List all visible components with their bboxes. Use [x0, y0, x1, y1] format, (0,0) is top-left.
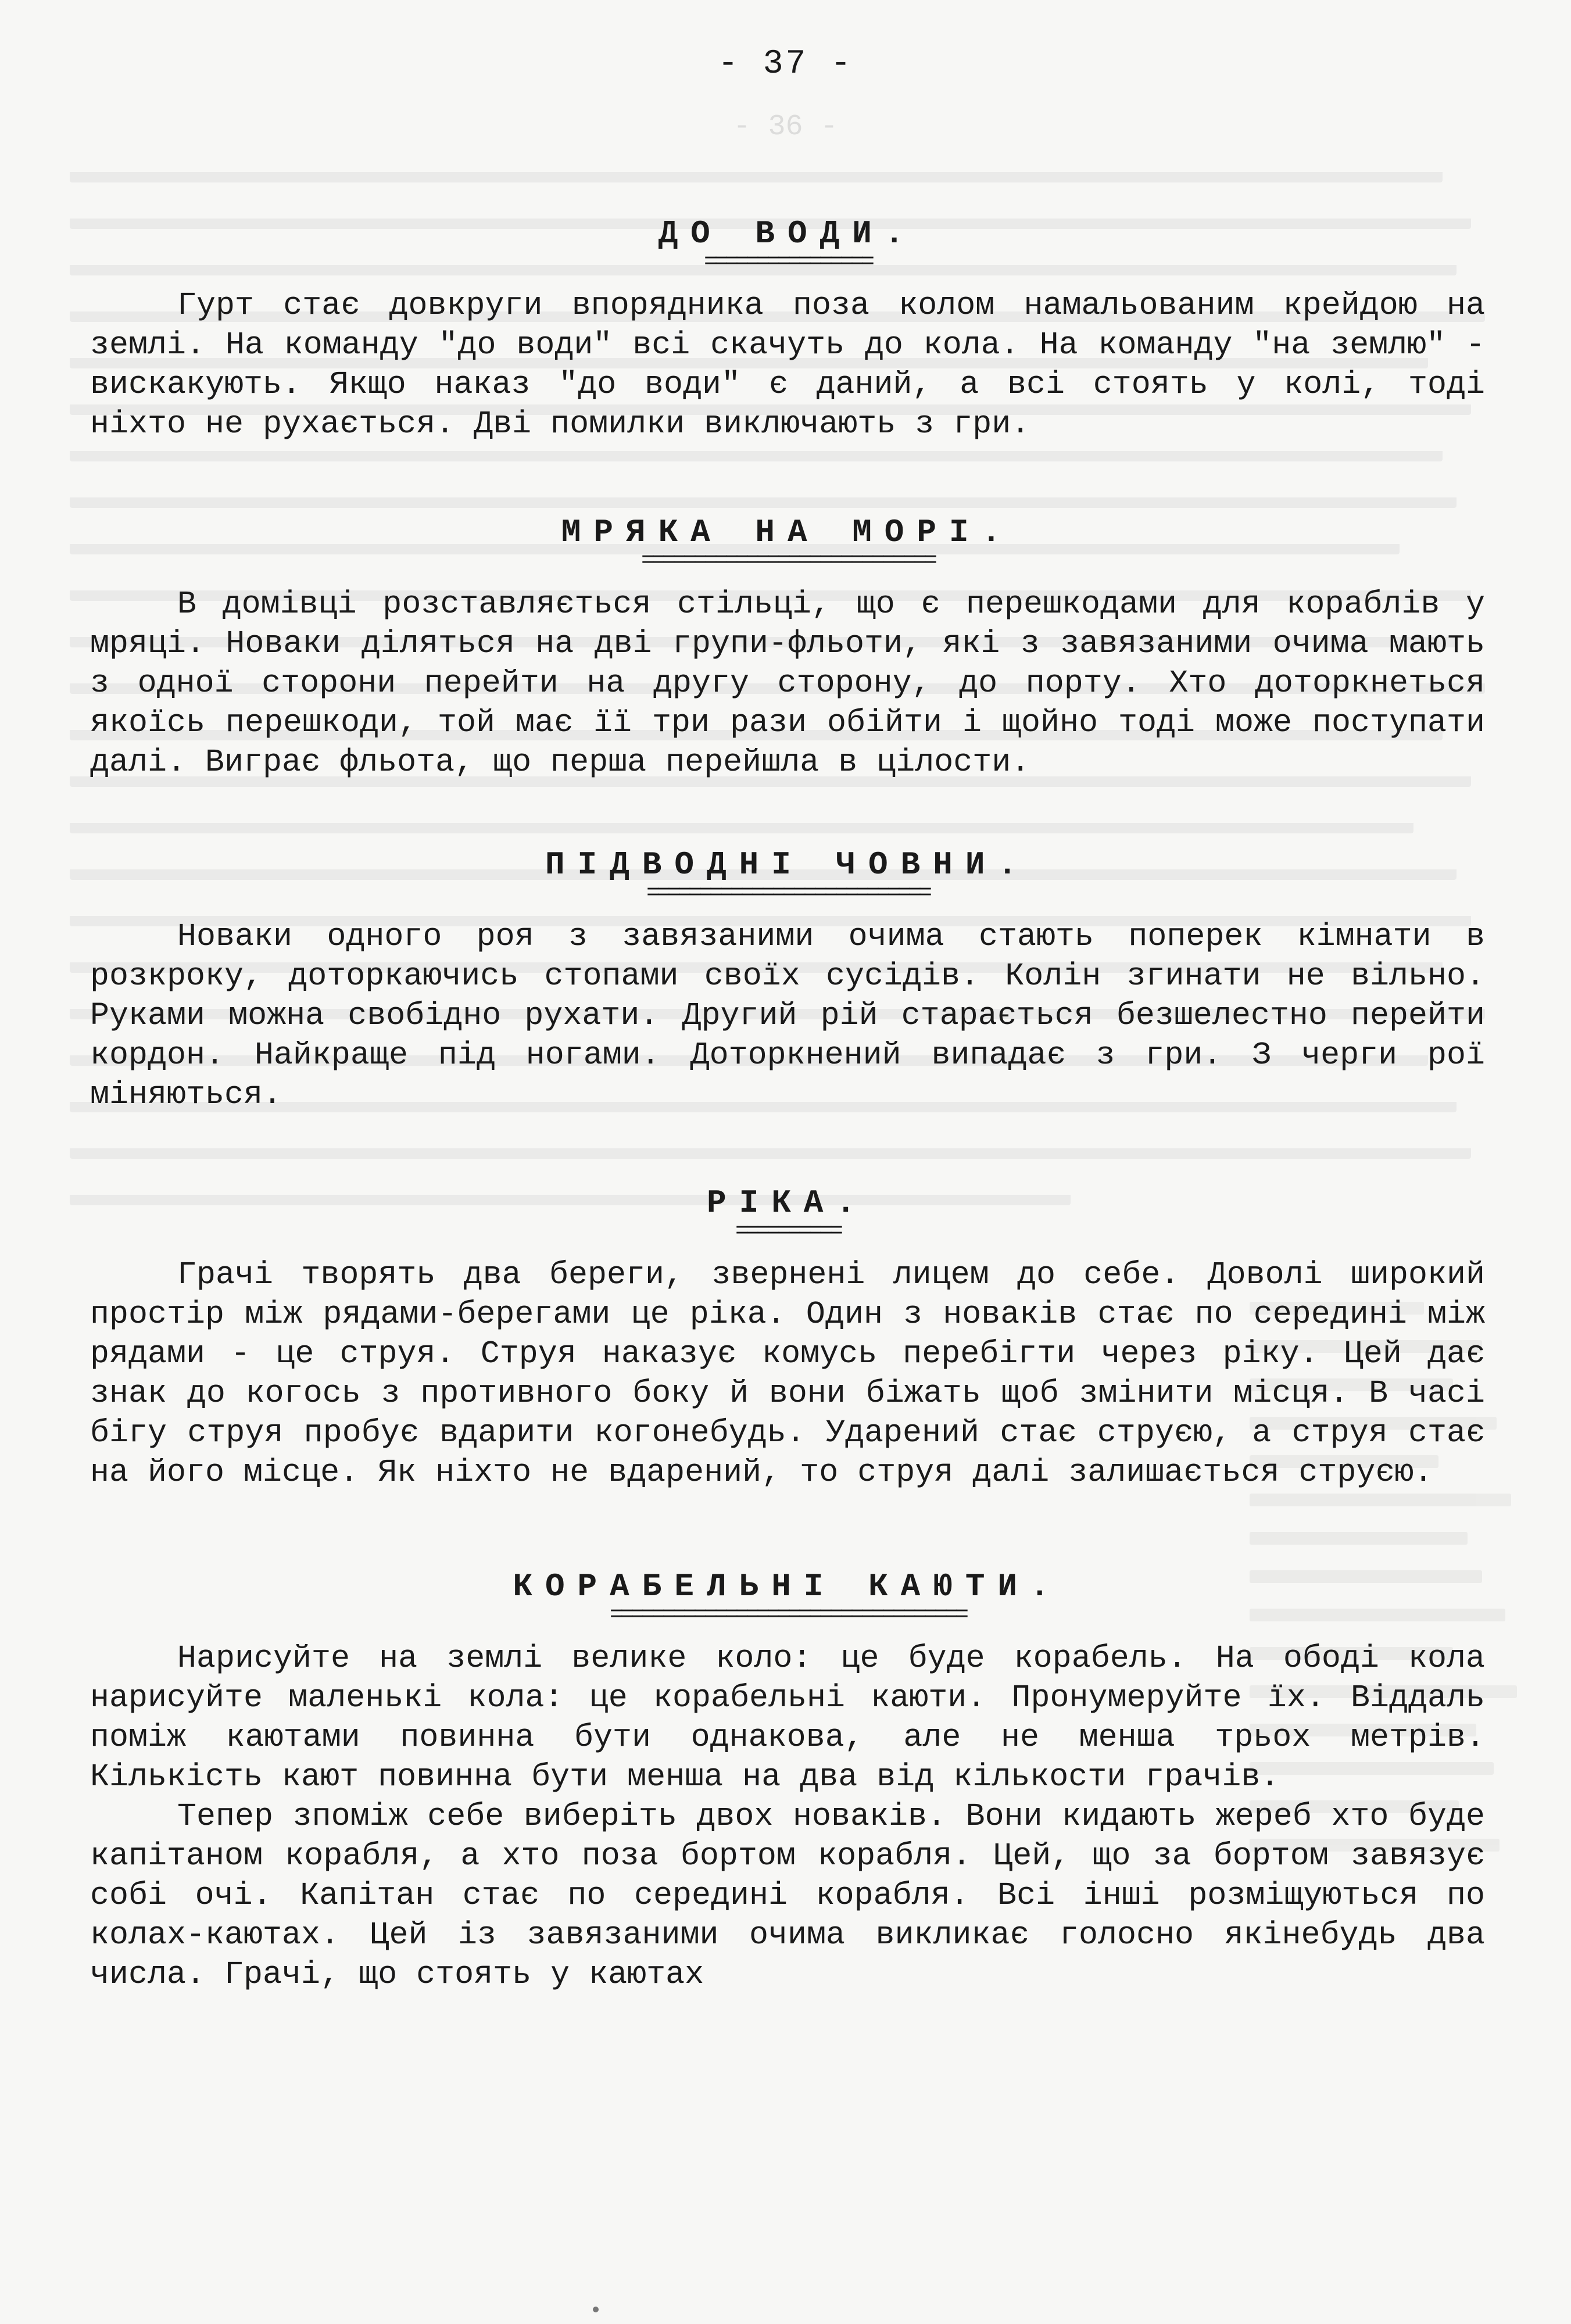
title-underline: ============================: [640, 551, 935, 572]
section-title: КОРАБЕЛЬНІ КАЮТИ.: [513, 1568, 1062, 1605]
section-paragraph: Гурт стає довкруги впорядника поза колом намальованим крейдою на землі. На команду "до води" всі скачуть до кола. На команду "на землю" - вискакують. Якщо наказ "до води" є даний, а всі стоять у колі, тоді ніхто не рухається. Дві помилки виключають з гри.: [90, 287, 1485, 442]
section-paragraph: Грачі творять два береги, звернені лицем до себе. Доволі широкий простір між рядами-берегами це ріка. Один з новаків стає по середині між рядами - це струя. Струя наказує комусь перебігти через ріку. Цей дає знак до когось з противного боку й вони біжать щоб змінити місця. В часі бігу струя пробує вдарити когонебудь. Ударений стає струєю, а струя стає на його місце. Як ніхто не вдарений, то струя далі залишається струєю.: [90, 1256, 1485, 1491]
page-bottom-mark: [593, 2307, 599, 2312]
section-paragraph: Новаки одного роя з завязаними очима стають поперек кімнати в розкроку, доторкаючись стопами своїх сусідів. Колін згинати не вільно. Руками можна свобідно рухати. Другий рій старається безшелестно перейти кордон. Найкраще під ногами. Доторкнений випадає з гри. З черги рої міняються.: [90, 918, 1485, 1113]
section-pidvodni-chovny: [90, 846, 1485, 1115]
section-paragraph: В домівці розставляється стільці, що є перешкодами для кораблів у мряці. Новаки діляться на дві групи-фльоти, які з завязаними очима мають з одної сторони перейти на другу сторону, до порту. Хто доторкнеться якоїсь перешкоди, той має її три рази обійти і щойно тоді може поступати далі. Виграє фльота, що перша перейшла в цілости.: [90, 586, 1485, 780]
title-underline: ===========================: [646, 883, 929, 904]
section-paragraph: Тепер зпоміж себе виберіть двох новаків. Вони кидають жереб хто буде капітаном корабля, а хто поза бортом корабля. Цей, що за бортом завязує собі очі. Капітан стає по середині корабля. Всі інші розміщуються по колах-каютах. Цей із завязаними очима викликає голосно якінебудь два числа. Грачі, що стоять у каютах: [90, 1798, 1485, 1993]
section-title: РІКА.: [706, 1184, 869, 1222]
section-paragraph: Нарисуйте на землі велике коло: це буде корабель. На ободі кола нарисуйте маленькі кола: це корабельні каюти. Пронумеруйте їх. Віддаль поміж каютами повинна бути однакова, але не менша трьох метрів. Кількість кают повинна бути менша на два від кількости грачів.: [90, 1640, 1485, 1795]
section-rika: [90, 1184, 1485, 1492]
section-korabelni-kayuty: [90, 1568, 1485, 1994]
section-mryaka-na-mori: [90, 514, 1485, 782]
title-underline: ==========: [735, 1222, 840, 1242]
title-underline: ==================================: [609, 1605, 966, 1626]
section-title: ПІДВОДНІ ЧОВНИ.: [545, 846, 1030, 883]
page-number: - 37 -: [718, 45, 853, 83]
section-title: МРЯКА НА МОРІ.: [561, 514, 1014, 551]
document-body: [90, 215, 1485, 2064]
title-underline: ================: [703, 252, 872, 273]
section-do-vody: [90, 215, 1485, 444]
section-title: ДО ВОДИ.: [658, 215, 917, 252]
ghost-page-number: - 36 -: [733, 110, 838, 144]
